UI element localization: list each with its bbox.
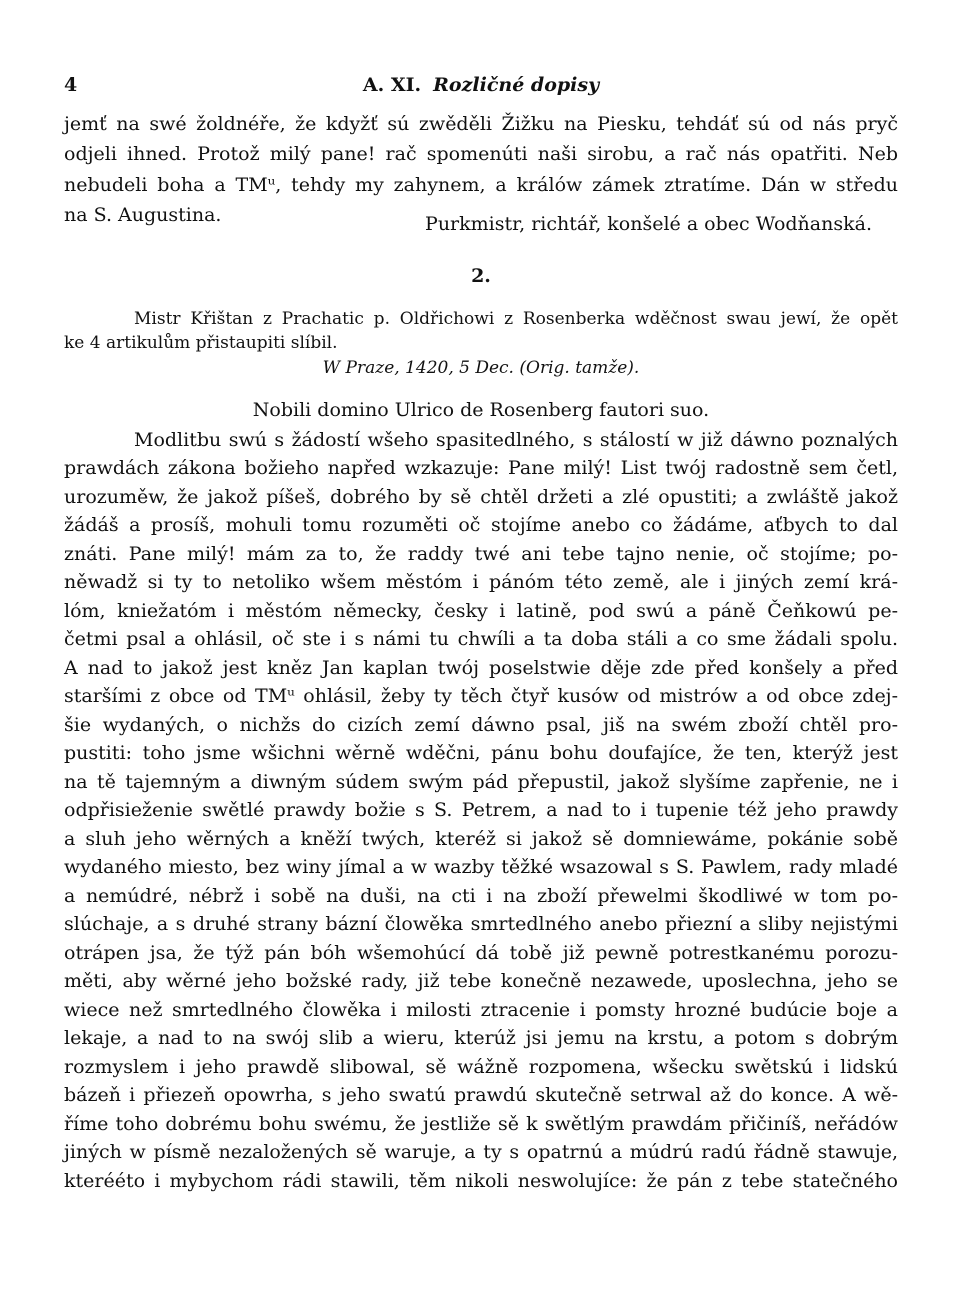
text-line: nebudeli boha a TMᵘ, tehdy my zahynem, a králów zámek ztratíme. Dán w středu [64,174,898,196]
body-line: Modlitbu swú s žádostí wšeho spasitedlného, s stálostí w již dáwno poznalých [134,429,898,451]
body-line: odpřisieženie swětlé prawdy božie s S. Petrem, a nad to i tupenie též jeho prawdy [64,799,898,821]
body-line: žádáš a prosíš, mohuli tomu rozuměti oč stojíme anebo co žádáme, aťbych to dal [64,514,898,536]
address: Nobili domino Ulrico de Rosenberg fautori suo. [252,399,710,421]
text-line: jemť na swé žoldnéře, že kdyžť sú zwěděli Žižku na Piesku, tehdáť sú od nás pryč [64,113,898,135]
body-line: a sluh jeho wěrných a kněží twých, kteréž si jakož sě domniewáme, pokánie sobě [64,828,898,850]
body-line: rozmyslem i jeho prawdě slibowal, sě wážně rozpomena, wšecku swětskú i lidskú [64,1056,898,1078]
body-line: prawdách zákona božieho napřed wzkazuje: Pane milý! List twój radostně sem četl, [64,457,898,479]
signature: Purkmistr, richtář, konšelé a obec Wodňanská. [425,213,872,235]
body-line: otrápen jsa, že týž pán bóh wšemohúcí dá tobě již pewně potrestkanému porozu- [64,942,898,964]
body-line: četmi psal a ohlásil, oč ste i s námi tu chwíli a ta doba stáli a co sme žádali spolu. [64,628,898,650]
body-line: měti, aby wěrné jeho božské rady, již tebe konečně nezawede, uposlechna, jeho se [64,970,898,992]
body-line: jiných w písmě nezaložených sě waruje, a ty s opatrnú a múdrú radú řádně stawuje, [64,1141,898,1163]
body-line: a nemúdré, nébrž i sobě na duši, na cti i na zboží přewelmi škodliwé w tom po- [64,885,898,907]
body-line: znáti. Pane milý! mám za to, že raddy twé ani tebe tajno nenie, oč stojíme; po- [64,543,898,565]
body-line: slúchaje, a s druhé strany bázní člowěka smrtedlného anebo přiezní a sliby nejistými [64,913,898,935]
body-line: A nad to jakož jest kněz Jan kaplan twój poselstwie děje zde před konšely a před [64,657,898,679]
running-title [64,74,898,96]
dateline: W Praze, 1420, 5 Dec. (Orig. tamže). [322,358,640,378]
body-line: wydaného miesto, bez winy jímal a w wazby těžké wsazowal s S. Pawlem, rady mladé [64,856,898,878]
body-line: lekaje, a nad to na swój slib a wieru, kterúž jsi jemu na krstu, a potom s dobrým [64,1027,898,1049]
text-line: na S. Augustina. [64,204,222,226]
body-line: pustiti: toho jsme wšichni wěrně wděčni, pánu bohu doufajíce, že ten, kterýž jest [64,742,898,764]
body-line: kterééto i mybychom rádi stawili, těm nikoli neswolujíce: že pán z tebe statečného [64,1170,898,1192]
section-title: Rozličné dopisy [433,74,600,96]
summary-line: ke 4 artikulům přistaupiti slíbil. [64,333,338,353]
body-line: staršími z obce od TMᵘ ohlásil, žeby ty těch čtyř kusów od mistrów a od obce zdej- [64,685,898,707]
body-line: bázeň i přiezeň opowrha, s jeho swatú prawdú skutečně setrwal až do konce. A wě- [64,1084,898,1106]
body-line: wiece než smrtedlného člowěka i milosti ztracenie i pomsty hrozné budúcie boje a [64,999,898,1021]
body-line: šie wydaných, o nichžs do cizích zemí dáwno psal, jiš na swém zboží chtěl pro- [64,714,898,736]
running-header [64,74,898,98]
body-line: říme toho dobrému bohu swému, že jestliže sě k swětlým prawdám přičiníš, neřádów [64,1113,898,1135]
body-line: na tě tajemným a diwným súdem swým pád přepustil, jakož slyšíme zapřenie, ne i [64,771,898,793]
body-line: něwadž si ty to netoliko wšem městóm i pánóm této země, ale i jiných zemí krá- [64,571,898,593]
body-line: urozuměw, že jakož píšeš, dobrého by sě chtěl držeti a zlé opustiti; a zwláště jakož [64,486,898,508]
summary-line: Mistr Křištan z Prachatic p. Oldřichowi z Rosenberka wděčnost swau jewí, že opět [134,309,898,329]
document-number: 2. [471,265,491,287]
section-label: A. XI. [362,74,422,96]
body-line: lóm, kniežatóm i městóm německy, česky i latině, pod swú a páně Čeňkowú pe- [64,600,898,622]
page-number: 4 [64,74,78,96]
text-line: odjeli ihned. Protož milý pane! rač spomenúti naši sirobu, a rač nás opatřiti. Neb [64,143,898,165]
